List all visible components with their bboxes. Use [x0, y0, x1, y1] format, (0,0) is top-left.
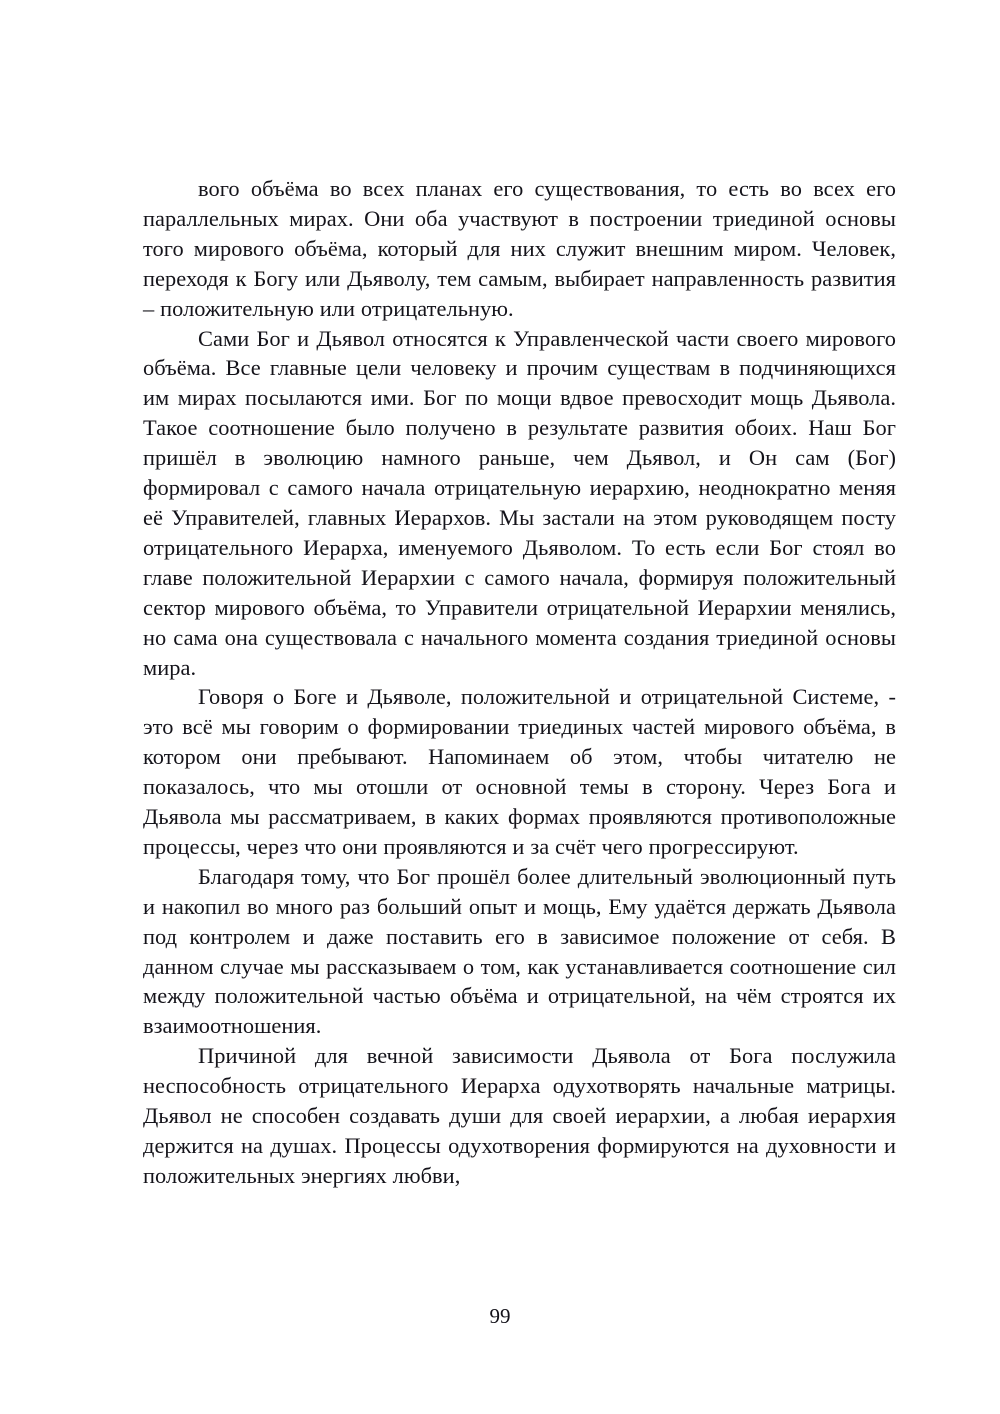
paragraph-4: Благодаря тому, что Бог прошёл более длительный эволюционный путь и накопил во много раз больший опыт и мощь, Ему удаётся держать Дьявола под контролем и даже поставить его в зависимое положение от себя. В данном случае мы рассказываем о том, как устанавливается соотношение сил между положительной частью объёма и отрицательной, на чём строятся их взаимоотношения. [143, 863, 896, 1039]
paragraph-5: Причиной для вечной зависимости Дьявола от Бога послужила неспособность отрицательного Иерарха одухотворять начальные матрицы. Дьявол не способен создавать души для своей иерархии, а любая иерархия держится на душах. Процессы одухотворения формируются на духовности и положительных энергиях любви, [143, 1043, 896, 1188]
page-text-column [143, 174, 896, 1191]
page-number: 99 [489, 1304, 511, 1328]
paragraph-3: Говоря о Боге и Дьяволе, положительной и отрицательной Системе, - это всё мы говорим о формировании триединых частей мирового объёма, в котором они пребывают. Напоминаем об этом, чтобы читателю не показалось, что мы отошли от основной темы в сторону. Через Бога и Дьявола мы рассматриваем, в каких формах проявляются противоположные процессы, через что они проявляются и за счёт чего прогрессируют. [143, 684, 896, 859]
paragraph-continuation: вого объёма во всех планах его существования, то есть во всех его параллельных мирах. Они оба участвуют в построении триединой основы того мирового объёма, который для них служит внешним миром. Человек, переходя к Богу или Дьяволу, тем самым, выбирает направленность развития – положительную или отрицательную. [143, 176, 896, 321]
paragraph-2: Сами Бог и Дьявол относятся к Управленческой части своего мирового объёма. Все главные цели человеку и прочим существам в подчиняющихся им мирах посылаются ими. Бог по мощи вдвое превосходит мощь Дьявола. Такое соотношение было получено в результате развития обоих. Наш Бог пришёл в эволюцию намного раньше, чем Дьявол, и Он сам (Бог) формировал с самого начала отрицательную иерархию, неоднократно меняя её Управителей, главных Иерархов. Мы застали на этом руководящем посту отрицательного Иерарха, именуемого Дьяволом. То есть если Бог стоял во главе положительной Иерархии с самого начала, формируя положительный сектор мирового объёма, то Управители отрицательной Иерархии менялись, но сама она существовала с начального момента создания триединой основы мира. [143, 325, 896, 680]
